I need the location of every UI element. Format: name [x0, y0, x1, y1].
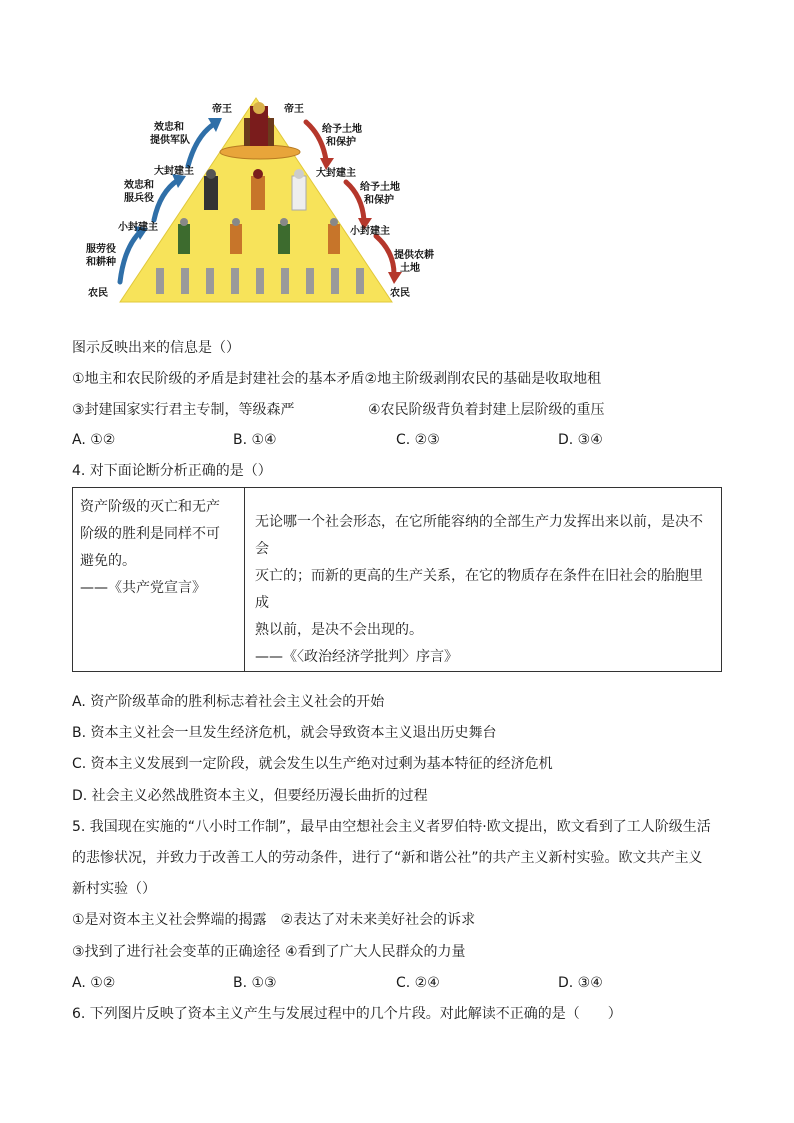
q5-option-c[interactable]: C. ②④: [396, 975, 440, 991]
q4-right-quote-line: 熟以前，是决不会出现的。: [255, 622, 423, 638]
q4-left-quote-line: 资产阶级的灭亡和无产: [80, 499, 220, 515]
label-right-arrow2a: 给予土地: [360, 182, 400, 193]
q4-stem: 4. 对下面论断分析正确的是（）: [72, 463, 272, 479]
q4-option-c[interactable]: C. 资本主义发展到一定阶段，就会发生以生产绝对过剩为基本特征的经济危机: [72, 756, 553, 772]
label-right-arrow2b: 和保护: [364, 195, 394, 206]
q4-right-quote-line: 无论哪一个社会形态，在它所能容纳的全部生产力发挥出来以前，是决不会: [255, 514, 703, 557]
feudal-pyramid-figure: [84, 96, 434, 311]
label-right-arrow3b: 土地: [400, 263, 420, 274]
q5-option-b[interactable]: B. ①③: [233, 975, 277, 991]
q3-statement-4: ④农民阶级背负着封建上层阶级的重压: [368, 402, 605, 418]
q4-left-quote-line: 避免的。: [80, 553, 136, 569]
q6-stem: 6. 下列图片反映了资本主义产生与发展过程中的几个片段。对此解读不正确的是（ ）: [72, 1006, 622, 1022]
label-left-arrow1a: 服劳役: [86, 244, 116, 255]
emperor-platform: [220, 145, 300, 159]
q3-option-a[interactable]: A. ①②: [72, 432, 116, 448]
up-arrow-2: [154, 180, 178, 220]
q4-option-a[interactable]: A. 资产阶级革命的胜利标志着社会主义社会的开始: [72, 694, 385, 710]
q3-stem: 图示反映出来的信息是（）: [72, 340, 240, 356]
q5-option-d[interactable]: D. ③④: [558, 975, 603, 991]
q5-statement-1-2: ①是对资本主义社会弊端的揭露 ②表达了对未来美好社会的诉求: [72, 912, 476, 928]
q4-option-b[interactable]: B. 资本主义社会一旦发生经济危机，就会导致资本主义退出历史舞台: [72, 725, 497, 741]
q4-right-quote-line: 灭亡的；而新的更高的生产关系，在它的物质存在条件在旧社会的胎胞里成: [255, 568, 703, 611]
q4-left-quote-line: 阶级的胜利是同样不可: [80, 526, 220, 542]
q4-option-d[interactable]: D. 社会主义必然战胜资本主义，但要经历漫长曲折的过程: [72, 788, 428, 804]
label-left-arrow1b: 和耕种: [86, 257, 116, 268]
label-right-arrow1b: 和保护: [326, 137, 356, 148]
q5-statement-3-4: ③找到了进行社会变革的正确途径 ④看到了广大人民群众的力量: [72, 944, 466, 960]
q3-option-c[interactable]: C. ②③: [396, 432, 440, 448]
q3-option-d[interactable]: D. ③④: [558, 432, 603, 448]
down-arrow-3: [376, 236, 394, 274]
q4-right-cell: [245, 488, 722, 672]
q5-stem-line: 5. 我国现在实施的“八小时工作制”，最早由空想社会主义者罗伯特·欧文提出，欧文看到了工人阶级生活: [72, 819, 711, 835]
label-left-arrow3b: 提供军队: [150, 135, 190, 146]
label-right-great-lord: 大封建主: [316, 168, 356, 179]
q4-right-source: ——《〈政治经济学批判〉序言》: [255, 649, 458, 665]
label-left-small-lord: 小封建主: [118, 222, 158, 233]
label-right-arrow1a: 给予土地: [322, 124, 362, 135]
q3-statement-1-2: ①地主和农民阶级的矛盾是封建社会的基本矛盾②地主阶级剥削农民的基础是收取地租: [72, 371, 602, 387]
peasant-figures: [156, 268, 364, 294]
up-arrow-3: [188, 124, 214, 166]
label-left-peasant: 农民: [88, 288, 108, 299]
q4-left-cell: [73, 488, 245, 672]
label-right-emperor: 帝王: [284, 104, 304, 115]
label-left-arrow2a: 效忠和: [124, 180, 154, 191]
q4-quote-table: [72, 487, 722, 672]
q5-option-a[interactable]: A. ①②: [72, 975, 116, 991]
label-right-small-lord: 小封建主: [350, 226, 390, 237]
q3-option-b[interactable]: B. ①④: [233, 432, 277, 448]
up-arrow-1: [120, 232, 140, 282]
label-right-peasant: 农民: [390, 288, 410, 299]
label-left-arrow3a: 效忠和: [154, 122, 184, 133]
label-right-arrow3a: 提供农耕: [394, 250, 434, 261]
q5-stem-line: 新村实验（）: [72, 881, 156, 897]
label-left-arrow2b: 服兵役: [124, 193, 154, 204]
q5-stem-line: 的悲惨状况，并致力于改善工人的劳动条件，进行了“新和谐公社”的共产主义新村实验。欧文共产主义: [72, 850, 703, 866]
label-left-emperor: 帝王: [212, 104, 232, 115]
label-left-great-lord: 大封建主: [154, 166, 194, 177]
q3-statement-3: ③封建国家实行君主专制，等级森严: [72, 402, 295, 418]
q4-left-source: ——《共产党宣言》: [80, 580, 206, 596]
